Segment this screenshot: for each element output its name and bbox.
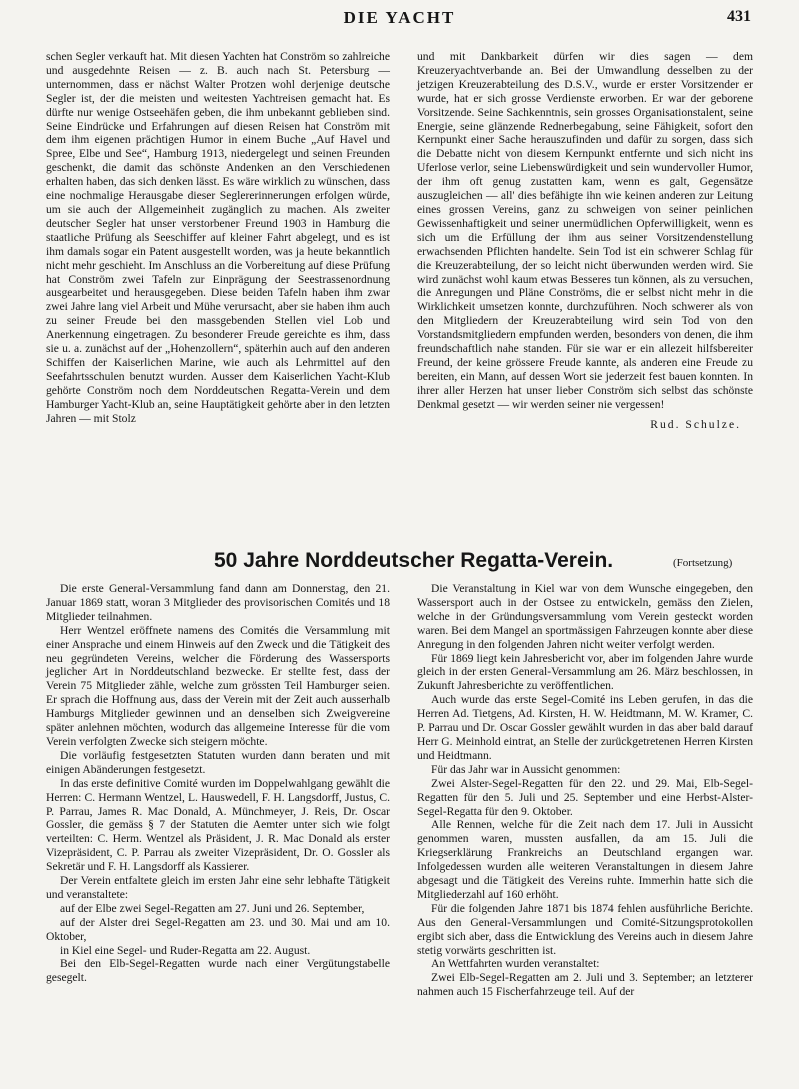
paragraph: Herr Wentzel eröffnete namens des Comités die Versammlung mit einer Ansprache und einem Hinweis auf den Zweck und die Tätigkeit des neu gegründeten Vereins, welcher die Förderung des Wassersports jeglicher Art in Norddeutschland bezwecke. Er stellte fest, dass der Verein 75 Mitglieder zähle, welche zum grössten Teil Hamburger seien. Er sprach die Hoffnung aus, dass der Verein mit der Zeit auch ausserhalb Hamburgs Mitglieder gewinnen und an denselben sich Zweigvereine später anlehnen möchten, wodurch das allgemeine Interesse für die vom Verein verfolgten Zwecke sich steigern möchte. [46,623,390,748]
paragraph: und mit Dankbarkeit dürfen wir dies sagen — dem Kreuzeryachtverbande an. Bei der Umwandlung desselben zu der jetzigen Kreuzerabteilung des D.S.V., wurde er erster Vorsitzender er wurde, hat er sich grosse Verdienste erworben. Er war der geborene Vorsitzende. Seine Sachkenntnis, sein grosses Organisationstalent, seine Energie, seine glänzende Rednerbegabung, seine Fähigkeit, sofort den Kernpunkt einer Sache herauszufinden und dafür zu sorgen, dass sich die Debatte nicht von diesem Kernpunkt entfernte und sich nicht ins Uferlose verlor, seine Liebenswürdigkeit und sein wundervoller Humor, der ihm oft genug zustatten kam, wenn es galt, Gegensätze auszugleichen — all' dies befähigte ihn wie keinen anderen zur Leitung eines grossen Vereins, ganz zu schweigen von seiner peinlichen Gewissenhaftigkeit und seiner unermüdlichen Opferwilligkeit, wenn es sich um die Erfüllung der ihm aus seiner Vorsitzendenstellung erwachsenden Pflichten handelte. Sein Tod ist ein schwerer Schlag für die Kreuzerabteilung, der so leicht nicht überwunden werden wird. Sie wird zunächst wohl kaum etwas Besseres tun können, als zu versuchen, die Anregungen und Pläne Conströms, die er selbst nicht mehr in die Wirklichkeit umsetzen konnte, durchzuführen. Noch schwerer als von den Mitgliedern der Kreuzerabteilung wird sein Tod von den Vorstandsmitgliedern empfunden werden, besonders von denen, die ihm freundschaftlich nahe standen. Für sie war er ein allezeit hilfsbereiter Freund, der keine grössere Freude kannte, als anderen eine Freude zu bereiten, ein Mann, auf dessen Wort sie jederzeit fest bauen konnten. In ihrer aller Herzen hat unser lieber Conström sich selbst das schönste Denkmal gesetzt — wir werden seiner nie vergessen! [417,50,753,411]
running-header-title: DIE YACHT [343,8,456,27]
obituary-column-right [417,50,753,431]
paragraph: Für das Jahr war in Aussicht genommen: [431,762,621,776]
page-number: 431 [727,8,751,25]
paragraph: Alle Rennen, welche für die Zeit nach dem 17. Juli in Aussicht genommen waren, mussten ausfallen, da am 15. Juli die Kriegserklärung Frankreichs an Deutschland ergangen war. Infolgedessen wurden alle weiteren Veranstaltungen in diesem Jahre abgesagt und die Tätigkeit des Vereins ruhte. Immerhin hatte sich die Mitgliederzahl auf 160 erhöht. [417,818,753,901]
paragraph: Zwei Alster-Segel-Regatten für den 22. und 29. Mai, Elb-Segel-Regatten für den 5. Juli und 25. September und eine Herbst-Alster-Segel-Regatta für den 9. Oktober. [417,776,753,818]
paragraph: Die Veranstaltung in Kiel war von dem Wunsche eingegeben, den Wassersport auch in der Ostsee zu entwickeln, gemäss den Zielen, welche in der Gründungsversammlung vom Verein gesteckt worden waren. Bei dem Mangel an sportmässigen Fahrzeugen konnte aber diese Anregung in den folgenden Jahren nicht weiter verfolgt werden. [417,582,753,651]
paragraph: Die vorläufig festgesetzten Statuten wurden dann beraten und mit einigen Abänderungen festgesetzt. [46,748,390,776]
paragraph: An Wettfahrten wurden veranstaltet: [431,957,600,971]
paragraph: In das erste definitive Comité wurden im Doppelwahlgang gewählt die Herren: C. Hermann Wentzel, L. Hauswedell, F. H. Langsdorff, Justus, C. P. Parrau, James R. Mac Donald, A. Münchmeyer, J. Reis, Dr. Oscar Gossler, die gemäss § 7 der Statuten die Aemter unter sich wie folgt verteilten: C. Herm. Wentzel als Präsident, J. R. Mac Donald als erster Vizepräsident, C. P. Parrau als zweiter Vizepräsident, Dr. O. Gossler als Sekretär und F. H. Langsdorff als Kassierer. [46,776,390,874]
obituary-column-left [46,50,390,425]
paragraph: Zwei Elb-Segel-Regatten am 2. Juli und 3. September; an letzterer nahmen auch 15 Fischerfahrzeuge teil. Auf der [417,971,753,999]
paragraph: Der Verein entfaltete gleich im ersten Jahr eine sehr lebhafte Tätigkeit und veranstaltete: [46,874,390,901]
paragraph: Bei den Elb-Segel-Regatten wurde nach einer Vergütungstabelle gesegelt. [46,957,390,985]
paragraph: Die erste General-Versammlung fand dann am Donnerstag, den 21. Januar 1869 statt, woran 3 Mitglieder des provisorischen Comités und 18 Mitglieder teilnahmen. [46,582,390,623]
author-signature: Rud. Schulze. [650,417,741,431]
paragraph: Für 1869 liegt kein Jahresbericht vor, aber im folgenden Jahre wurde gleich in der ersten General-Versammlung am 26. März beschlossen, in Zukunft Jahresberichte zu veröffentlichen. [417,651,753,693]
list-item: auf der Elbe zwei Segel-Regatten am 27. Juni und 26. September, [60,901,365,915]
list-item: in Kiel eine Segel- und Ruder-Regatta am 22. August. [60,943,311,957]
article-column-right [417,582,753,999]
paragraph: schen Segler verkauft hat. Mit diesen Yachten hat Conström so zahlreiche und ausgedehnte Reisen — z. B. auch nach St. Petersburg — unternommen, dass er nächst Walter Protzen wohl derjenige deutsche Segler ist, der die meisten und weitesten Yachtreisen gemacht hat. Es dürfte nur wenige Ostseehäfen geben, die ihm unbekannt geblieben sind. Seine Eindrücke und Erfahrungen auf diesen Reisen hat Conström mit dem ihm eigenen prächtigen Humor in einem Buche „Auf Havel und Spree, Elbe und See“, Hamburg 1913, niedergelegt und seinen Freunden geschenkt, die damit das schönste Andenken an den Verschiedenen erhalten haben, das sich denken lässt. Es wäre wirklich zu wünschen, dass eine nochmalige Herausgabe dieser Seglererinnerungen erfolgen würde, um sie auch der Allgemeinheit zugänglich zu machen. Als zweiter deutscher Segler hat unser verstorbener Freund 1903 in Hamburg die staatliche Prüfung als Seeschiffer auf kleiner Fahrt abgelegt, und es ist ihm damals sogar ein Patent ausgestellt worden, was ja heute bekanntlich nicht mehr geschieht. Im Anschluss an die Vorbereitung auf diese Prüfung hat Conström zwei Tafeln zur Einprägung der Seestrassenordnung ausgearbeitet und herausgegeben. Diese beiden Tafeln haben ihm zwar zwei Jahre lang viel Arbeit und Mühe verursacht, aber sie haben ihm auch zu seiner Freude bei den massgebenden Stellen viel Lob und Anerkennung eingetragen. Zu besonderer Freude gereichte es ihm, dass sie u. a. zunächst auf der „Hohenzollern“, späterhin auch auf den anderen Schiffen der Kaiserlichen Marine, wie auch als Lehrmittel auf den Seefahrtsschulen benutzt wurden. Ausser dem Kaiserlichen Yacht-Klub gehörte Conström noch dem Norddeutschen Regatta-Verein und dem Hamburger Yacht-Klub an, seine Hauptätigkeit gehörte aber in den letzten Jahren — mit Stolz [46,50,390,425]
article-title: 50 Jahre Norddeutscher Regatta-Verein. [214,549,614,572]
paragraph: Für die folgenden Jahre 1871 bis 1874 fehlen ausführliche Berichte. Aus den General-Versammlungen und Comité-Sitzungsprotokollen ergibt sich aber, dass die Entwicklung des Vereins auch in diesem Jahre stetig vorwärts geschritten ist. [417,901,753,957]
continued-note: (Fortsetzung) [673,557,733,569]
list-item: auf der Alster drei Segel-Regatten am 23. und 30. Mai und am 10. Oktober, [46,915,390,943]
paragraph: Auch wurde das erste Segel-Comité ins Leben gerufen, in das die Herren Ad. Tietgens, Ad. Kirsten, H. W. Heidtmann, M. W. Kramer, C. P. Parrau und Dr. Oscar Gossler gewählt wurden in das aber bald darauf Herr G. Meinhold eintrat, an Stelle der zurückgetretenen Herren Kirsten und Heidtmann. [417,693,753,762]
article-column-left [46,582,390,985]
